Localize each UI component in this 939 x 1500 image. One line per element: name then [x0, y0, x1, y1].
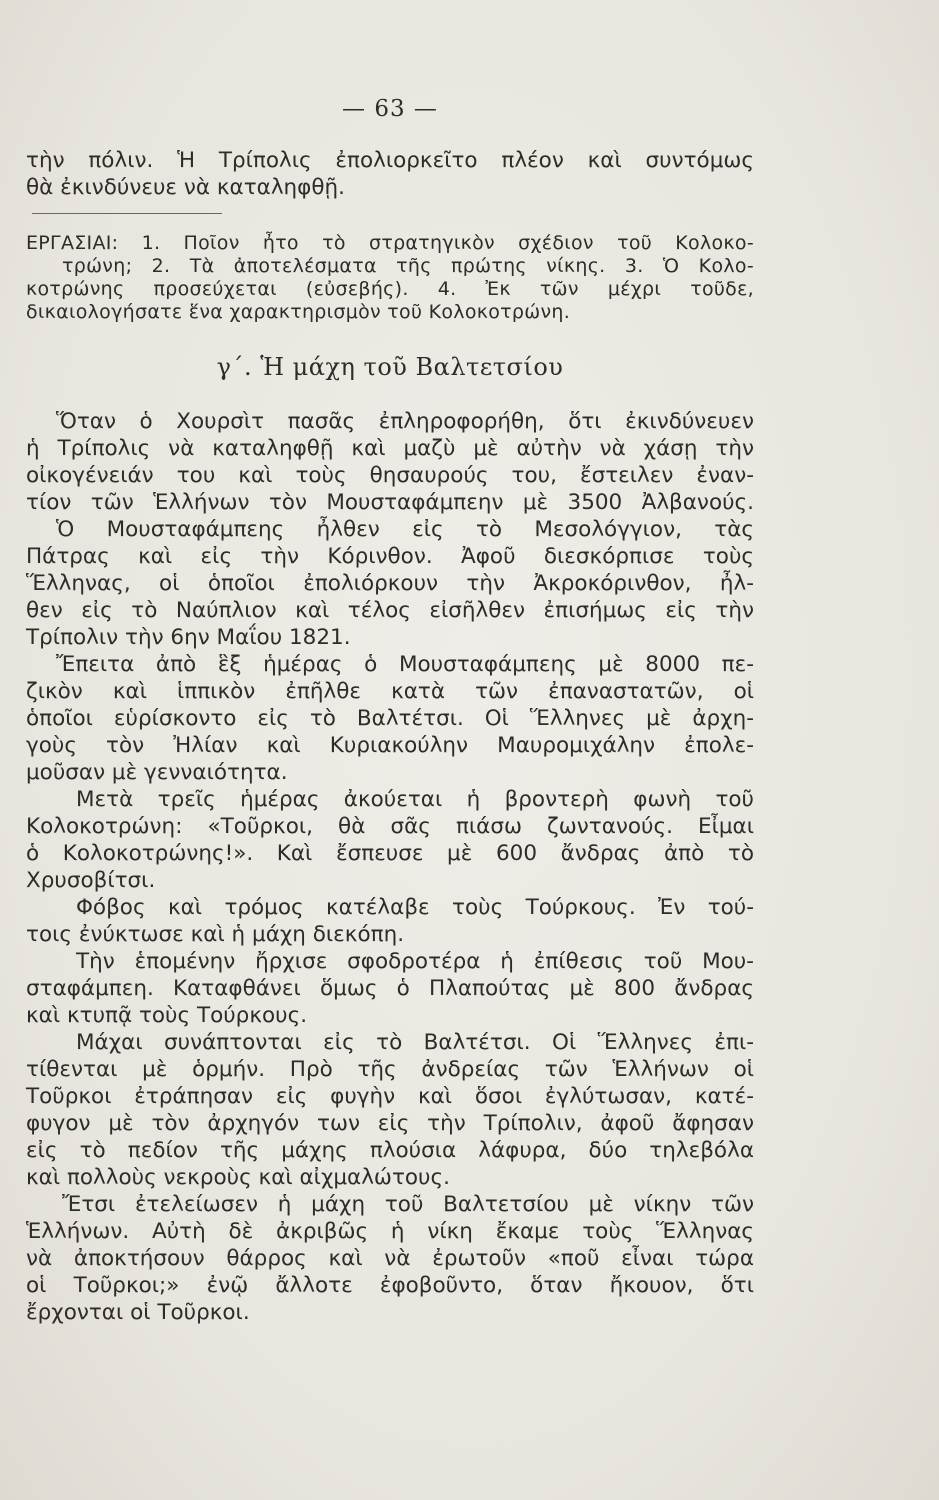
exercises-block — [26, 232, 754, 324]
text-line: ἔρχονται οἱ Τοῦρκοι. — [26, 1300, 250, 1325]
text-line: νὰ ἀποκτήσουν θάρρος καὶ νὰ ἐρωτοῦν «ποῦ εἶναι τώρα — [26, 1246, 754, 1271]
text-line: φυγον μὲ τὸν ἀρχηγόν των εἰς τὴν Τρίπολιν, ἀφοῦ ἄφησαν — [26, 1111, 754, 1136]
text-line: μοῦσαν μὲ γενναιότητα. — [26, 760, 288, 785]
text-line: Ἕλληνας, οἱ ὁποῖοι ἐπολιόρκουν τὴν Ἀκροκόρινθον, ἦλ- — [26, 571, 754, 596]
text-line: θεν εἰς τὸ Ναύπλιον καὶ τέλος εἰσῆλθεν ἐπισήμως εἰς τὴν — [26, 598, 754, 623]
text-line: Φόβος καὶ τρόμος κατέλαβε τοὺς Τούρκους. Ἐν τού- — [76, 895, 754, 920]
exercise-line: τρώνη; 2. Τὰ ἀποτελέσματα τῆς πρώτης νίκης. 3. Ὁ Κολο- — [62, 255, 754, 277]
text-line: καὶ κτυπᾷ τοὺς Τούρκους. — [26, 1003, 308, 1028]
text-line: τοις ἐνύκτωσε καὶ ἡ μάχη διεκόπη. — [26, 922, 405, 947]
text-line: οἱ Τοῦρκοι;» ἐνῷ ἄλλοτε ἐφοβοῦντο, ὅταν ἤκουον, ὅτι — [26, 1273, 754, 1298]
text-line: ὁποῖοι εὑρίσκοντο εἰς τὸ Βαλτέτσι. Οἱ Ἕλληνες μὲ ἀρχη- — [26, 706, 754, 731]
text-line: καὶ πολλοὺς νεκροὺς καὶ αἰχμαλώτους. — [26, 1165, 450, 1190]
text-line: ζικὸν καὶ ἱππικὸν ἐπῆλθε κατὰ τῶν ἐπαναστατῶν, οἱ — [26, 679, 754, 704]
section-title: γ΄. Ἡ μάχη τοῦ Βαλτετσίου — [216, 353, 564, 381]
text-line: θὰ ἐκινδύνευε νὰ καταληφθῇ. — [26, 175, 345, 200]
body-text — [26, 408, 754, 1326]
text-line: Χρυσοβίτσι. — [26, 868, 156, 893]
text-line: ἡ Τρίπολις νὰ καταληφθῇ καὶ μαζὺ μὲ αὐτὴν νὰ χάσῃ τὴν — [26, 436, 754, 461]
exercise-line: ΕΡΓΑΣΙΑΙ: 1. Ποῖον ἦτο τὸ στρατηγικὸν σχέδιον τοῦ Κολοκο- — [26, 232, 754, 254]
text-line: τίθενται μὲ ὁρμήν. Πρὸ τῆς ἀνδρείας τῶν Ἑλλήνων οἱ — [26, 1057, 754, 1082]
intro-paragraph-end — [26, 147, 754, 201]
text-line: Τοῦρκοι ἐτράπησαν εἰς φυγὴν καὶ ὅσοι ἐγλύτωσαν, κατέ- — [26, 1084, 754, 1109]
text-line: Τὴν ἑπομένην ἤρχισε σφοδροτέρα ἡ ἐπίθεσις τοῦ Μου- — [76, 949, 754, 974]
text-line: Πάτρας καὶ εἰς τὴν Κόρινθον. Ἀφοῦ διεσκόρπισε τοὺς — [26, 544, 754, 569]
exercise-line: κοτρώνης προσεύχεται (εὐσεβής). 4. Ἐκ τῶν μέχρι τοῦδε, — [26, 278, 754, 300]
text-line: ὁ Κολοκοτρώνης!». Καὶ ἔσπευσε μὲ 600 ἄνδρας ἀπὸ τὸ — [26, 841, 754, 866]
text-line: Τρίπολιν τὴν 6ην Μαΐου 1821. — [26, 625, 351, 650]
exercise-line: δικαιολογήσατε ἕνα χαρακτηρισμὸν τοῦ Κολοκοτρώνη. — [26, 301, 571, 323]
page-number: — 63 — — [342, 96, 438, 122]
section-divider — [32, 213, 222, 214]
text-line: Μάχαι συνάπτονται εἰς τὸ Βαλτέτσι. Οἱ Ἕλληνες ἐπι- — [76, 1030, 754, 1055]
text-line: Ἔπειτα ἀπὸ ἓξ ἡμέρας ὁ Μουσταφάμπεης μὲ 8000 πε- — [56, 652, 754, 677]
text-line: τὴν πόλιν. Ἡ Τρίπολις ἐπολιορκεῖτο πλέον καὶ συντόμως — [26, 148, 754, 173]
text-line: Ἔτσι ἐτελείωσεν ἡ μάχη τοῦ Βαλτετσίου μὲ νίκην τῶν — [62, 1192, 754, 1217]
text-line: εἰς τὸ πεδίον τῆς μάχης πλούσια λάφυρα, δύο τηλεβόλα — [26, 1138, 754, 1163]
text-line: Κολοκοτρώνη: «Τοῦρκοι, θὰ σᾶς πιάσω ζωντανούς. Εἶμαι — [26, 814, 754, 839]
text-line: Ἑλλήνων. Αὐτὴ δὲ ἀκριβῶς ἡ νίκη ἔκαμε τοὺς Ἕλληνας — [26, 1219, 754, 1244]
text-line: οἰκογένειάν του καὶ τοὺς θησαυρούς του, ἔστειλεν ἐναν- — [26, 463, 754, 488]
text-line: γοὺς τὸν Ἠλίαν καὶ Κυριακούλην Μαυρομιχάλην ἐπολε- — [26, 733, 754, 758]
text-line: Ὅταν ὁ Χουρσὶτ πασᾶς ἐπληροφορήθη, ὅτι ἐκινδύνευεν — [56, 409, 754, 434]
text-line: τίον τῶν Ἑλλήνων τὸν Μουσταφάμπεην μὲ 3500 Ἀλβανούς. — [26, 490, 754, 515]
text-line: Μετὰ τρεῖς ἡμέρας ἀκούεται ἡ βροντερὴ φωνὴ τοῦ — [76, 787, 754, 812]
text-line: Ὁ Μουσταφάμπεης ἦλθεν εἰς τὸ Μεσολόγγιον, τὰς — [56, 517, 754, 542]
text-line: σταφάμπεη. Καταφθάνει ὅμως ὁ Πλαπούτας μὲ 800 ἄνδρας — [26, 976, 754, 1001]
